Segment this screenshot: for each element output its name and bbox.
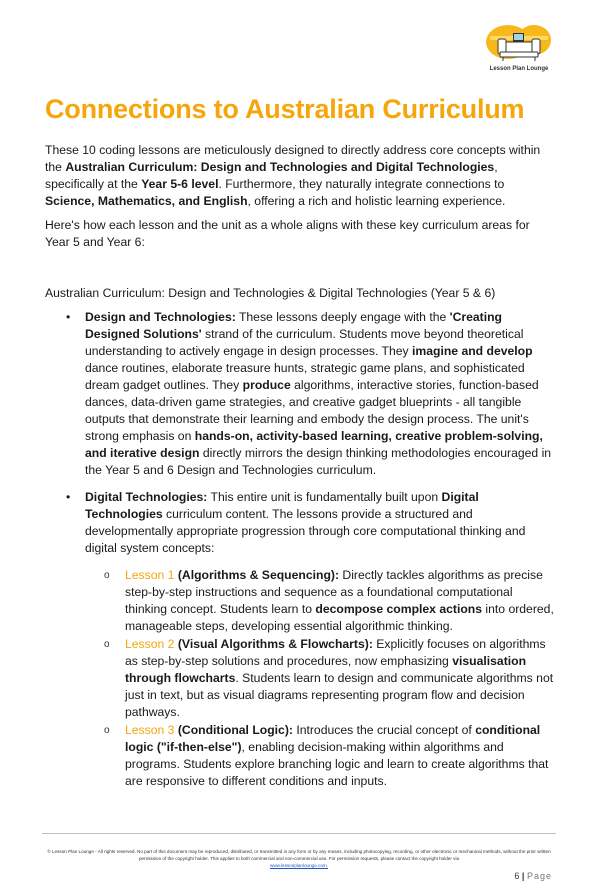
sublist-item-lesson-1 xyxy=(85,567,557,635)
sublist-item-lesson-2 xyxy=(85,636,557,721)
bold-text: visualisation through flowcharts xyxy=(125,654,527,685)
bold-text: Design and Technologies: xyxy=(85,310,236,324)
text-run: Explicitly focuses on algorithms as step-by-step solutions and procedures, now emphasizing xyxy=(125,637,546,668)
bold-text: imagine and develop xyxy=(412,344,533,358)
bold-text: (Visual Algorithms & Flowcharts): xyxy=(174,637,373,651)
text-run: , specifically at the xyxy=(45,160,498,191)
bold-text: Science, Mathematics, and English xyxy=(45,194,248,208)
bold-text: (Algorithms & Sequencing): xyxy=(174,568,339,582)
bold-text: Australian Curriculum: Design and Technologies and Digital Technologies xyxy=(65,160,495,174)
bullet-icon: • xyxy=(66,490,71,504)
footer-divider xyxy=(42,833,556,834)
bullet-icon: • xyxy=(66,310,71,324)
text-run: These lessons deeply engage with the xyxy=(235,310,450,324)
bold-text: decompose complex actions xyxy=(315,602,483,616)
text-run: . Students learn to design and communicate algorithms not just in text, but as visual diagrams representing program flow and decision pathways. xyxy=(125,671,554,719)
lesson-label: Lesson 1 xyxy=(125,568,175,582)
bullet-text xyxy=(85,310,551,477)
text-run: into ordered, manageable steps, developing essential algorithmic thinking. xyxy=(125,602,554,633)
text-run: algorithms, interactive stories, function-based dances, data-driven game strategies, and creative gadget blueprints - all tangible outputs that demonstrate their learning and embody the design process. The unit's strong emphasis on xyxy=(85,378,539,443)
text-run: Introduces the crucial concept of xyxy=(292,723,476,737)
page-number xyxy=(514,871,552,881)
bold-text: Year 5-6 level xyxy=(141,177,219,191)
section-heading: Australian Curriculum: Design and Technologies & Digital Technologies (Year 5 & 6) xyxy=(45,286,496,300)
circle-bullet-icon: o xyxy=(104,725,110,736)
alignment-paragraph: Here's how each lesson and the unit as a whole aligns with these key curriculum areas for Year 5 and Year 6: xyxy=(45,218,530,249)
text-run: Directly tackles algorithms as precise step-by-step instructions and sequence as a foundational computational thinking concept. Students learn to xyxy=(125,568,543,616)
page-label: Page xyxy=(526,871,552,881)
bold-text: conditional logic ("if-then-else") xyxy=(125,723,541,754)
intro-paragraph xyxy=(45,142,555,210)
text-run: This entire unit is fundamentally built upon xyxy=(207,490,442,504)
text-run: . Furthermore, they naturally integrate connections to xyxy=(218,177,505,191)
lounge-chair-logo-icon xyxy=(484,22,554,66)
bold-text: 'Creating Designed Solutions' xyxy=(85,310,503,341)
text-run: , enabling decision-making within algorithms and programs. Students explore branching logic and learn to create algorithms that are responsive to different conditions and inputs. xyxy=(125,740,549,788)
lesson-text xyxy=(125,568,554,633)
list-item-design-technologies xyxy=(45,309,557,479)
list-item-digital-technologies xyxy=(45,489,557,790)
lesson-text xyxy=(125,637,553,719)
lesson-label: Lesson 2 xyxy=(125,637,175,651)
circle-bullet-icon: o xyxy=(104,570,110,581)
text-run: directly mirrors the design thinking methodologies encouraged in the Year 5 and 6 Design and Technologies curriculum. xyxy=(85,446,552,477)
lesson-sublist xyxy=(85,567,557,790)
lesson-text xyxy=(125,723,548,788)
bold-text: Digital Technologies xyxy=(85,490,479,521)
bold-text: Digital Technologies: xyxy=(85,490,208,504)
text-run: , offering a rich and holistic learning experience. xyxy=(247,194,506,208)
page-number-value: 6 xyxy=(514,871,520,881)
bullet-text xyxy=(85,490,525,555)
circle-bullet-icon: o xyxy=(104,639,110,650)
footer-copyright xyxy=(45,848,553,869)
bold-text: (Conditional Logic): xyxy=(174,723,293,737)
website-link[interactable]: www.lessonplanlounge.com. xyxy=(270,863,328,868)
bold-text: hands-on, activity-based learning, creative problem-solving, and iterative design xyxy=(85,429,543,460)
logo xyxy=(484,22,554,78)
bold-text: produce xyxy=(242,378,291,392)
text-run: These 10 coding lessons are meticulously designed to directly address core concepts within the xyxy=(45,143,541,174)
sublist-item-lesson-3 xyxy=(85,722,557,790)
page-separator: | xyxy=(521,871,525,881)
page-title: Connections to Australian Curriculum xyxy=(45,94,525,124)
text-run: strand of the curriculum. Students move beyond theoretical understanding to actively engage in design processes. They xyxy=(85,327,524,358)
logo-text: Lesson Plan Lounge xyxy=(489,66,549,72)
curriculum-list xyxy=(45,309,557,800)
lesson-label: Lesson 3 xyxy=(125,723,175,737)
text-run: dance routines, elaborate treasure hunts, strategic game plans, and sophisticated dream gadget outlines. They xyxy=(85,361,525,392)
text-run: curriculum content. The lessons provide a structured and developmentally appropriate progression through core computational thinking and digital system concepts: xyxy=(85,507,526,555)
copyright-text: © Lesson Plan Lounge - All rights reserved. No part of this document may be reproduced, distributed, or transmitted in any form or by any means, including photocopying, recording, or other electronic or mechanical methods, without the prior written permission of the copyright holder. This applies to both commercial and non-commercial use. For permission requests, please contact the copyright holder via xyxy=(47,849,551,861)
